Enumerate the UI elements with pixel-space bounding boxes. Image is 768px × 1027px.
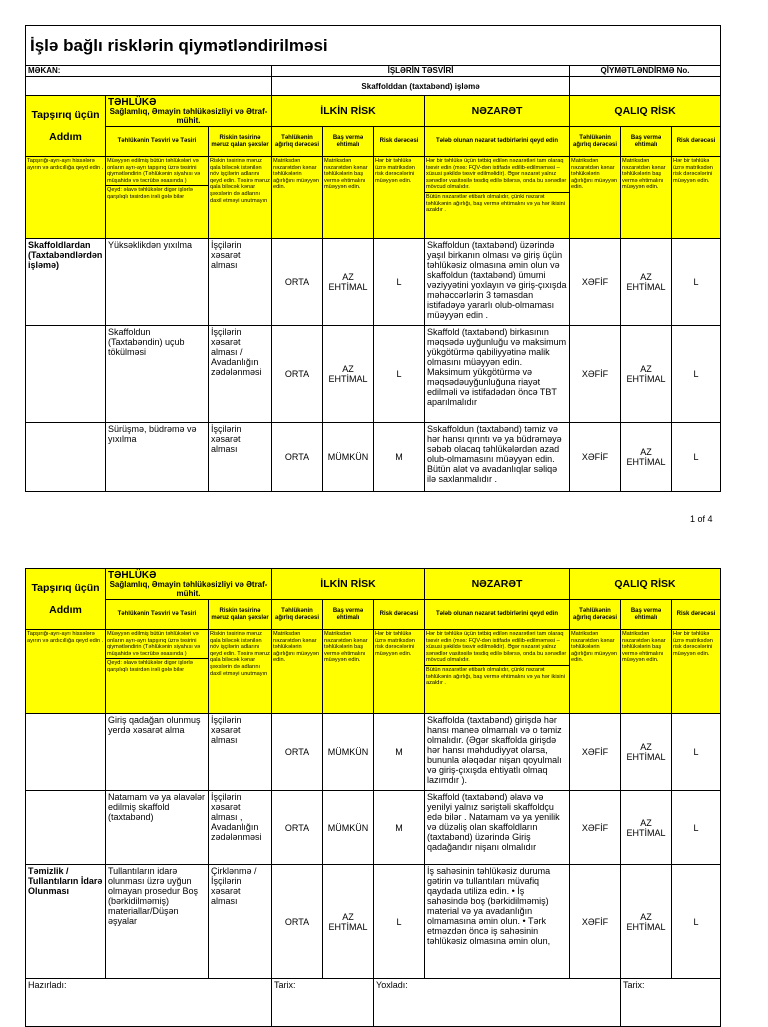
control-cell: Skaffold (taxtabənd) əlavə və yenilyi yalnız səriştəli skaffoldçu edə bilər . Natamam və ya yenilik və düzəliş olan skaffoldların (taxtabənd) üzərində Giriş qadağandır nişanı olmalıdır: [425, 791, 570, 865]
note-severity: Matriksdən nəzarətdən kənar təhlükələrin ağırlığını müəyyən edin.: [272, 630, 323, 714]
signature-row: [26, 979, 721, 1027]
assessment-number-value[interactable]: [570, 77, 721, 96]
control-cell: Sskaffoldun (taxtabənd) təmiz və hər hansı qırıntı və ya büdrəməyə səbəb olacaq təhlükələrdən azad olub-olmamasını müəyyən edin. Bütün alət və avadanlıqlar səliqə ilə saxlanmalıdır .: [425, 423, 570, 492]
prepared-date-field[interactable]: Tarix:: [272, 979, 374, 1027]
page-title: İşlə bağlı risklərin qiymətləndirilməsi: [26, 26, 721, 66]
hazard-cell: Skaffoldun (Taxtabəndin) uçub tökülməsi: [106, 326, 209, 423]
control-cell: Skaffoldun (taxtabənd) üzərində yaşıl birkanın olması və giriş üçün təhlükəsiz olmasına əmin olun və skaffoldun (taxtabənd) ümumi vəziyyətini yoxlayın və giriş-çıxışda məhəccərlərin 3 təmasdan istifadəyə yararlı olub-olmaması müəyyən edin .: [425, 239, 570, 326]
task-cell: Skaffoldlardan (Taxtabəndlərdən işləmə): [26, 239, 106, 326]
note-exposed: Riskin təsirinə məruz qala biləcək istənilən növ işçilərin adlarını qeyd edin. Təsirə məruz qala biləcək kənar şəxslərin də adlarını daxil etməyi unutmayın: [209, 630, 272, 714]
likelihood-cell: MÜMKÜN: [323, 791, 374, 865]
residual-likelihood-header: Baş vermə ehtimalı: [621, 127, 672, 157]
note-task: Tapşırığı-ayrı-ayrı hissələrə ayırın və ardıcıllığa qeyd edin .: [26, 630, 106, 714]
control-cell: Skaffolda (taxtabənd) girişdə hər hansı maneə olmamalı və o təmiz olmalıdır. (Əgər skaffolda girişdə hər hansı məhdudiyyət olarsa, bununla ələqədar nişan qoyulmalı və giriş-çıxışda ehtiyatlı olmaq lazımdır ).: [425, 714, 570, 791]
table-row: [26, 326, 721, 423]
hazard-header: [106, 569, 272, 600]
prepared-by-field[interactable]: Hazırladı:: [26, 979, 272, 1027]
work-description-label: İŞLƏRİN TƏSVİRİ: [272, 66, 570, 77]
risk-level-header: Risk dərəcəsi: [374, 600, 425, 630]
note-exposed: Riskin təsirinə məruz qala biləcək istənilən növ işçilərin adlarını qeyd edin. Təsirə məruz qala biləcək kənar şəxslərin də adlarını daxil etməyi unutmayın: [209, 157, 272, 239]
risk-cell: L: [374, 865, 425, 979]
note-hazard-a: Müəyyən edilmiş bütün təhlükələri və onların ayrı-ayrı tapşırıq üzrə təsirini qiymətləndirin (Təhlükənin siyahısı və müşahidə və təcrübə əsasında ): [106, 157, 208, 186]
hazard-title: TƏHLÜKƏ: [108, 96, 157, 108]
note-hazard: [106, 630, 209, 714]
location-value[interactable]: [26, 77, 272, 96]
task-cell: [26, 326, 106, 423]
table-row: [26, 714, 721, 791]
control-desc-header: Tələb olunan nəzarət tədbirlərini qeyd edin: [425, 127, 570, 157]
note-control-b: Bütün nəzarətlər etibarlı olmalıdır, çünki nəzarət təhlükənin ağırlığı, baş vermə ehtimalını və ya hər ikisini azaldır .: [426, 666, 565, 687]
exposed-cell: İşçilərin xəsarət alması: [209, 239, 272, 326]
severity-cell: ORTA: [272, 326, 323, 423]
likelihood-cell: AZ EHTİMAL: [323, 239, 374, 326]
exposed-cell: İşçilərin xəsarət alması , Avadanlığın zədələnməsi: [209, 791, 272, 865]
exposed-cell: İşçilərin xəsarət alması: [209, 714, 272, 791]
note-hazard: [106, 157, 209, 239]
note-risk: Hər bir təhlükə üzrə matriksdən risk dərəcələrini müəyyən edin.: [374, 157, 425, 239]
task-header-top: Tapşırıq üçün: [31, 109, 100, 121]
note-control-a: Hər bir təhlükə üçün tətbiq edilən nəzarətləri tam olaraq təsvir edin (məs: FQV-dən istifadə edilib-edilməməsi – xüsusi şəkildə təsvir edilməlidir). Əgər nəzarət yalnız sənədlər vasitəsilə təsdiq edilə bilərsə, onda bu sənədlər mövcud olmalıdır.: [425, 157, 569, 193]
hazard-cell: Natamam və ya əlavələr edilmiş skaffold (taxtabənd): [106, 791, 209, 865]
likelihood-cell: AZ EHTİMAL: [323, 865, 374, 979]
note-residual-severity: Matriksdən nəzarətdən kənar təhlükələrin ağırlığını müəyyən edin.: [570, 157, 621, 239]
risk-cell: M: [374, 423, 425, 492]
severity-cell: ORTA: [272, 239, 323, 326]
residual-risk-cell: L: [672, 714, 721, 791]
note-residual-severity: Matriksdən nəzarətdən kənar təhlükələrin ağırlığını müəyyən edin.: [570, 630, 621, 714]
hazard-desc-header: Təhlükənin Təsviri və Təsiri: [106, 127, 209, 157]
hazard-subtitle: Sağlamlıq, Əmayin təhlükəsizliyi və Ətraf-mühit.: [109, 579, 268, 598]
residual-likelihood-cell: AZ EHTİMAL: [621, 714, 672, 791]
residual-likelihood-cell: AZ EHTİMAL: [621, 865, 672, 979]
task-header-bottom: Addım: [49, 131, 82, 143]
note-residual-likelihood: Matriksdən nəzarətdən kənar təhlükələrin baş vermə ehtimalını müəyyən edin.: [621, 157, 672, 239]
table-row: [26, 423, 721, 492]
task-header-top: Tapşırıq üçün: [31, 582, 100, 594]
task-step-header: [26, 569, 106, 630]
risk-cell: M: [374, 791, 425, 865]
task-cell: Təmizlik / Tullantıların İdarə Olunması: [26, 865, 106, 979]
control-header: NƏZARƏT: [425, 96, 570, 127]
residual-risk-header: QALIQ RİSK: [570, 569, 721, 600]
work-description-value: Skaffolddan (taxtabənd) işləmə: [272, 77, 570, 96]
note-hazard-a: Müəyyən edilmiş bütün təhlükələri və onların ayrı-ayrı tapşırıq üzrə təsirini qiymətləndirin (Təhlükənin siyahısı və müşahidə və təcrübə əsasında ): [106, 630, 208, 659]
residual-severity-cell: XƏFİF: [570, 865, 621, 979]
note-control: [425, 630, 570, 714]
hazard-cell: Sürüşmə, büdrəmə və yıxılma: [106, 423, 209, 492]
task-cell: [26, 423, 106, 492]
exposed-cell: İşçilərin xəsarət alması / Avadanlığın zədələnməsi: [209, 326, 272, 423]
residual-severity-header: Təhlükənin ağırlıq dərəcəsi: [570, 127, 621, 157]
hazard-cell: Yüksəklikdən yıxılma: [106, 239, 209, 326]
note-hazard-b: Qeyd: əlavə təhlükələr digər işlərlə qarşılıqlı təsirdən irəli gələ bilər: [107, 660, 193, 673]
residual-risk-cell: L: [672, 326, 721, 423]
residual-likelihood-header: Baş vermə ehtimalı: [621, 600, 672, 630]
residual-likelihood-cell: AZ EHTİMAL: [621, 791, 672, 865]
note-likelihood: Matriksdən nəzarətdən kənar təhlükələrin baş vermə ehtimalını müəyyən edin.: [323, 157, 374, 239]
residual-severity-cell: XƏFİF: [570, 791, 621, 865]
risk-cell: M: [374, 714, 425, 791]
note-task: Tapşırığı-ayrı-ayrı hissələrə ayırın və ardıcıllığa qeyd edin .: [26, 157, 106, 239]
exposed-cell: İşçilərin xəsarət alması: [209, 423, 272, 492]
hazard-desc-header: Təhlükənin Təsviri və Təsiri: [106, 600, 209, 630]
severity-cell: ORTA: [272, 423, 323, 492]
residual-risk-cell: L: [672, 865, 721, 979]
task-cell: [26, 714, 106, 791]
residual-likelihood-cell: AZ EHTİMAL: [621, 239, 672, 326]
exposed-header: Riskin təsirinə məruz qalan şəxslər: [209, 127, 272, 157]
checked-date-field[interactable]: Tarix:: [621, 979, 721, 1027]
note-residual-risk: Hər bir təhlükə üzrə matriksdən risk dərəcələrini müəyyən edin.: [672, 630, 721, 714]
residual-risk-header: QALIQ RİSK: [570, 96, 721, 127]
residual-risk-cell: L: [672, 239, 721, 326]
residual-risk-level-header: Risk dərəcəsi: [672, 600, 721, 630]
risk-table-page-2: [25, 568, 721, 1027]
residual-likelihood-cell: AZ EHTİMAL: [621, 423, 672, 492]
residual-severity-cell: XƏFİF: [570, 423, 621, 492]
control-desc-header: Tələb olunan nəzarət tədbirlərini qeyd edin: [425, 600, 570, 630]
risk-level-header: Risk dərəcəsi: [374, 127, 425, 157]
page-number: 1 of 4: [690, 514, 713, 524]
note-residual-likelihood: Matriksdən nəzarətdən kənar təhlükələrin baş vermə ehtimalını müəyyən edin.: [621, 630, 672, 714]
note-risk: Hər bir təhlükə üzrə matriksdən risk dərəcələrini müəyyən edin.: [374, 630, 425, 714]
checked-by-field[interactable]: Yoxladı:: [374, 979, 621, 1027]
control-cell: İş sahəsinin təhlükəsiz duruma gətirin və tullantıları müvafiq qaydada utiliza edin. • İş sahəsində boş (bərkidilməmiş) material və ya avadanlığın olmamasına əmin olun. • Tərk etməzdən öncə iş sahəsinin təhlükəsiz olmasına əmin olun,: [425, 865, 570, 979]
likelihood-header: Baş vermə ehtimalı: [323, 127, 374, 157]
exposed-header: Riskin təsirinə məruz qalan şəxslər: [209, 600, 272, 630]
risk-cell: L: [374, 239, 425, 326]
note-hazard-b: Qeyd: əlavə təhlükələr digər işlərlə qarşılıqlı təsirdən irəli gələ bilər: [107, 187, 193, 200]
risk-cell: L: [374, 326, 425, 423]
note-control: [425, 157, 570, 239]
hazard-title: TƏHLÜKƏ: [108, 569, 157, 581]
severity-header: Təhlükənin ağırlıq dərəcəsi: [272, 600, 323, 630]
likelihood-cell: AZ EHTİMAL: [323, 326, 374, 423]
initial-risk-header: İLKİN RİSK: [272, 96, 425, 127]
note-control-b: Bütün nəzarətlər etibarlı olmalıdır, çünki nəzarət təhlükənin ağırlığı, baş vermə ehtimalını və ya hər ikisini azaldır .: [426, 193, 565, 214]
risk-table-page-1: [25, 65, 721, 492]
note-severity: Matriksdən nəzarətdən kənar təhlükələrin ağırlığını müəyyən edin.: [272, 157, 323, 239]
note-residual-risk: Hər bir təhlükə üzrə matriksdən risk dərəcələrini müəyyən edin.: [672, 157, 721, 239]
hazard-subtitle: Sağlamlıq, Əmayin təhlükəsizliyi və Ətraf-mühit.: [109, 106, 268, 125]
task-header-bottom: Addım: [49, 604, 82, 616]
note-control-a: Hər bir təhlükə üçün tətbiq edilən nəzarətləri tam olaraq təsvir edin (məs: FQV-dən istifadə edilib-edilməməsi – xüsusi şəkildə təsvir edilməlidir). Əgər nəzarət yalnız sənədlər vasitəsilə təsdiq edilə bilərsə, onda bu sənədlər mövcud olmalıdır.: [425, 630, 569, 666]
table-row: [26, 865, 721, 979]
hazard-header: [106, 96, 272, 127]
likelihood-cell: MÜMKÜN: [323, 714, 374, 791]
hazard-cell: Giriş qadağan olunmuş yerdə xəsarət alma: [106, 714, 209, 791]
severity-cell: ORTA: [272, 865, 323, 979]
assessment-number-label: QİYMƏTLƏNDİRMƏ No.: [570, 66, 721, 77]
severity-cell: ORTA: [272, 791, 323, 865]
residual-risk-level-header: Risk dərəcəsi: [672, 127, 721, 157]
residual-severity-header: Təhlükənin ağırlıq dərəcəsi: [570, 600, 621, 630]
task-cell: [26, 791, 106, 865]
severity-header: Təhlükənin ağırlıq dərəcəsi: [272, 127, 323, 157]
exposed-cell: Çirklənmə / İşçilərin xəsarət alması: [209, 865, 272, 979]
note-likelihood: Matriksdən nəzarətdən kənar təhlükələrin baş vermə ehtimalını müəyyən edin.: [323, 630, 374, 714]
control-header: NƏZARƏT: [425, 569, 570, 600]
severity-cell: ORTA: [272, 714, 323, 791]
residual-risk-cell: L: [672, 791, 721, 865]
table-row: [26, 791, 721, 865]
residual-severity-cell: XƏFİF: [570, 326, 621, 423]
likelihood-header: Baş vermə ehtimalı: [323, 600, 374, 630]
residual-severity-cell: XƏFİF: [570, 239, 621, 326]
control-cell: Skaffold (taxtabənd) birkasının məqsədə uyğunluğu və maksimum yükgötürmə qabiliyyətinə malik olmasını müəyyən edin. Maksimum yükgötürmə və məqsədəuyğunluğuna riayət edilməli və istifadədən öncə TBT aparılmalıdır: [425, 326, 570, 423]
task-step-header: [26, 96, 106, 157]
location-label: MƏKAN:: [26, 66, 272, 77]
residual-severity-cell: XƏFİF: [570, 714, 621, 791]
title-block: [25, 25, 721, 66]
initial-risk-header: İLKİN RİSK: [272, 569, 425, 600]
table-row: [26, 239, 721, 326]
likelihood-cell: MÜMKÜN: [323, 423, 374, 492]
hazard-cell: Tullantıların idarə olunması üzrə uyğun olmayan prosedur Boş (bərkidilməmiş) materiallar/Düşən əşyalar: [106, 865, 209, 979]
residual-risk-cell: L: [672, 423, 721, 492]
residual-likelihood-cell: AZ EHTİMAL: [621, 326, 672, 423]
